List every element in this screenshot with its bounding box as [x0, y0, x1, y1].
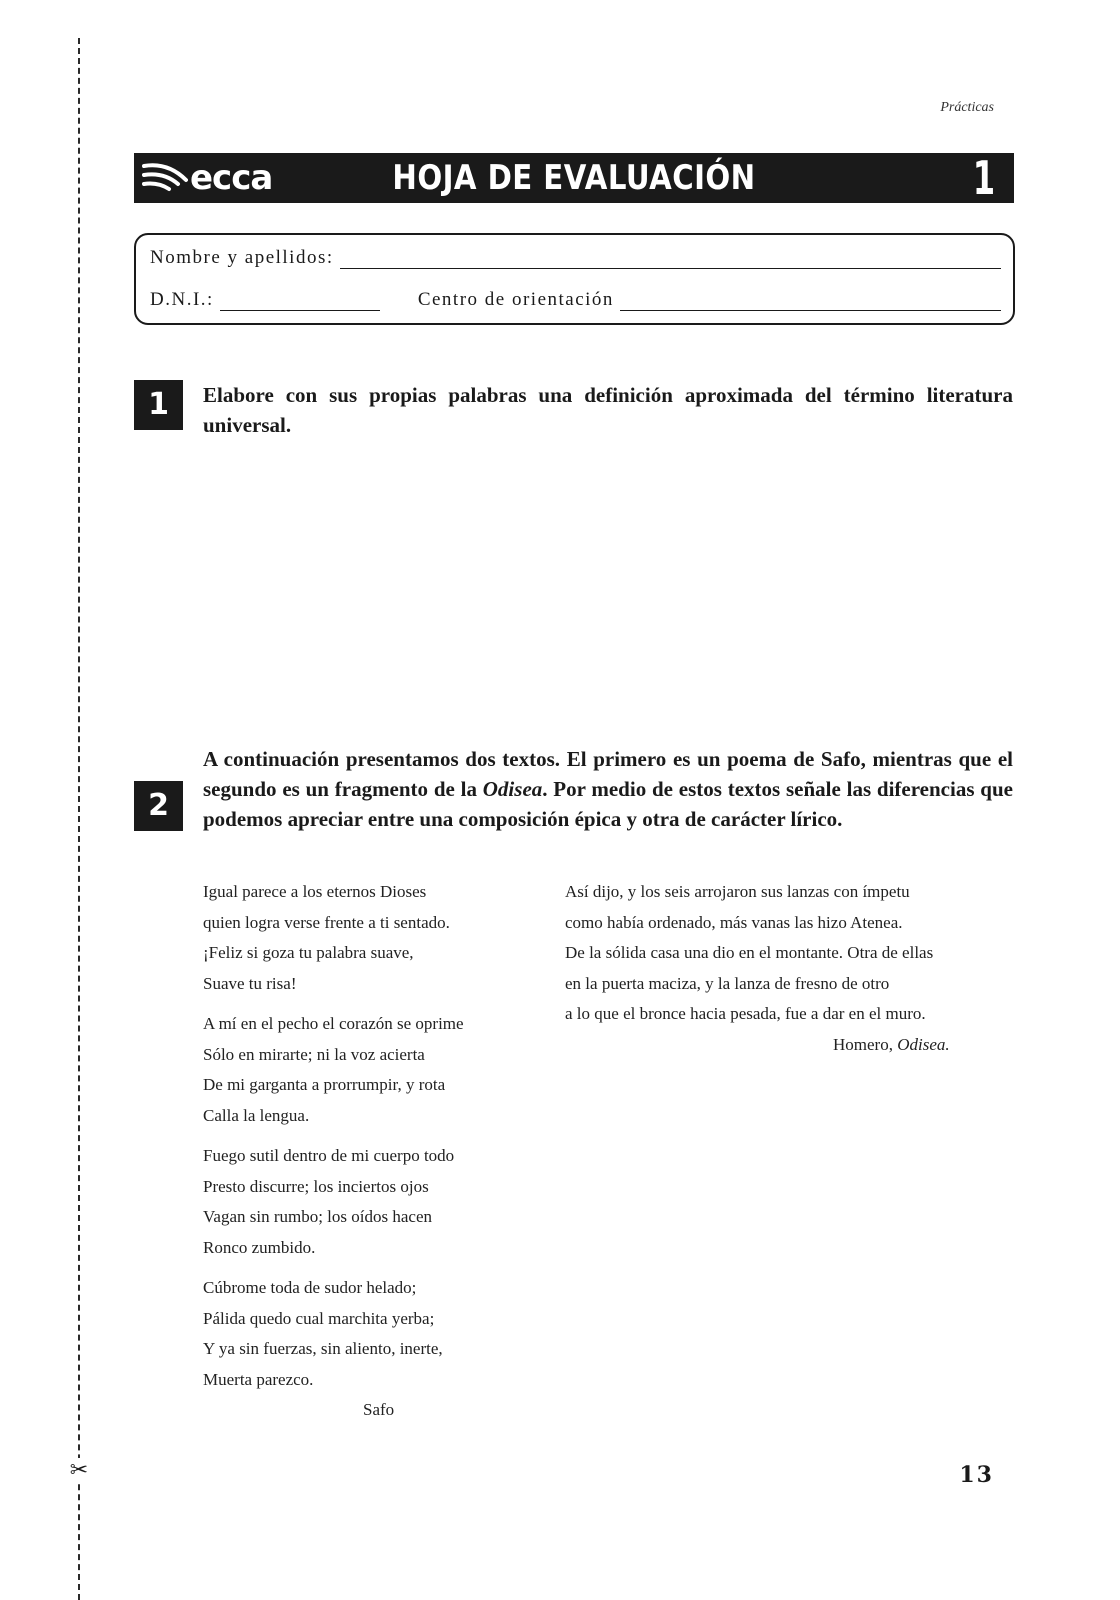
poem-line: Presto discurre; los inciertos ojos	[203, 1176, 429, 1196]
poem-stanza	[203, 1009, 464, 1131]
fragment-line: a lo que el bronce hacia pesada, fue a dar en el muro.	[565, 1004, 926, 1023]
student-id-form	[134, 233, 1015, 325]
poem-line: De mi garganta a prorrumpir, y rota	[203, 1075, 446, 1094]
question-2-text-before: A continuación presentamos dos textos. El primero es un poema de Safo, mientras que el segundo es un fragmento de la	[203, 747, 1013, 801]
cut-line	[78, 38, 80, 1600]
fragment-work-title: Odisea.	[897, 1034, 950, 1054]
logo-text: ecca	[190, 158, 273, 198]
poem-line: Igual parece a los eternos Dioses	[203, 882, 427, 901]
dni-center-row	[150, 289, 1001, 311]
poem-stanza	[203, 877, 464, 999]
fragment-line: en la puerta maciza, y la lanza de fresno de otro	[565, 973, 890, 993]
poem-line: quien logra verse frente a ti sentado.	[203, 912, 450, 932]
poem-line: A mí en el pecho el corazón se oprime	[203, 1014, 464, 1033]
poem-line: Sólo en mirarte; ni la voz acierta	[203, 1044, 425, 1064]
question-2-number: 2	[134, 781, 183, 831]
poem-line: Y ya sin fuerzas, sin aliento, inerte,	[203, 1339, 443, 1358]
poem-line: Suave tu risa!	[203, 973, 297, 993]
fragment-author	[565, 1030, 950, 1061]
sheet-number: 1	[972, 151, 996, 205]
question-1-text: Elabore con sus propias palabras una definición aproximada del término literatura universal.	[203, 383, 1013, 437]
odisea-title: Odisea	[482, 777, 543, 801]
poem-line: Cúbrome toda de sudor helado;	[203, 1278, 417, 1297]
fragment-line: como había ordenado, más vanas las hizo Atenea.	[565, 912, 903, 932]
header-bar	[134, 153, 1014, 203]
poem-line: Calla la lengua.	[203, 1105, 310, 1125]
section-label: Prácticas	[940, 100, 994, 115]
poem-line: Vagan sin rumbo; los oídos hacen	[203, 1207, 432, 1226]
poem-stanza	[203, 1141, 464, 1263]
fragment-author-name: Homero,	[833, 1034, 898, 1054]
center-field[interactable]	[620, 290, 1001, 311]
poem-line: Ronco zumbido.	[203, 1237, 316, 1257]
scissors-icon: ✂	[66, 1458, 92, 1484]
dni-field[interactable]	[220, 290, 380, 311]
poem-line: Fuego sutil dentro de mi cuerpo todo	[203, 1146, 455, 1165]
poem-stanza	[203, 1273, 464, 1395]
fragment-line: De la sólida casa una dio en el montante. Otra de ellas	[565, 943, 934, 962]
question-2-text-after: . Por medio de estos textos señale las diferencias que podemos apreciar entre una composición épica y otra de carácter lírico.	[203, 777, 1013, 831]
center-label: Centro de orientación	[417, 289, 614, 310]
poem-line: ¡Feliz si goza tu palabra suave,	[203, 943, 414, 962]
poem-line: Pálida quedo cual marchita yerba;	[203, 1308, 435, 1328]
poem-line: Muerta parezco.	[203, 1369, 314, 1389]
name-field[interactable]	[340, 248, 1001, 269]
question-2-text	[203, 744, 1013, 834]
name-label: Nombre y apellidos:	[150, 247, 334, 268]
signal-waves-icon	[142, 160, 188, 196]
dni-label: D.N.I.:	[150, 289, 214, 310]
name-row	[150, 247, 1001, 269]
odisea-fragment	[565, 877, 950, 1060]
fragment-line: Así dijo, y los seis arrojaron sus lanzas con ímpetu	[565, 882, 910, 901]
page-number: 13	[959, 1462, 994, 1488]
poem-author: Safo	[363, 1400, 395, 1419]
page-title: HOJA DE EVALUACIÓN	[392, 158, 756, 198]
safo-poem	[203, 877, 464, 1426]
question-1-number: 1	[134, 380, 183, 430]
